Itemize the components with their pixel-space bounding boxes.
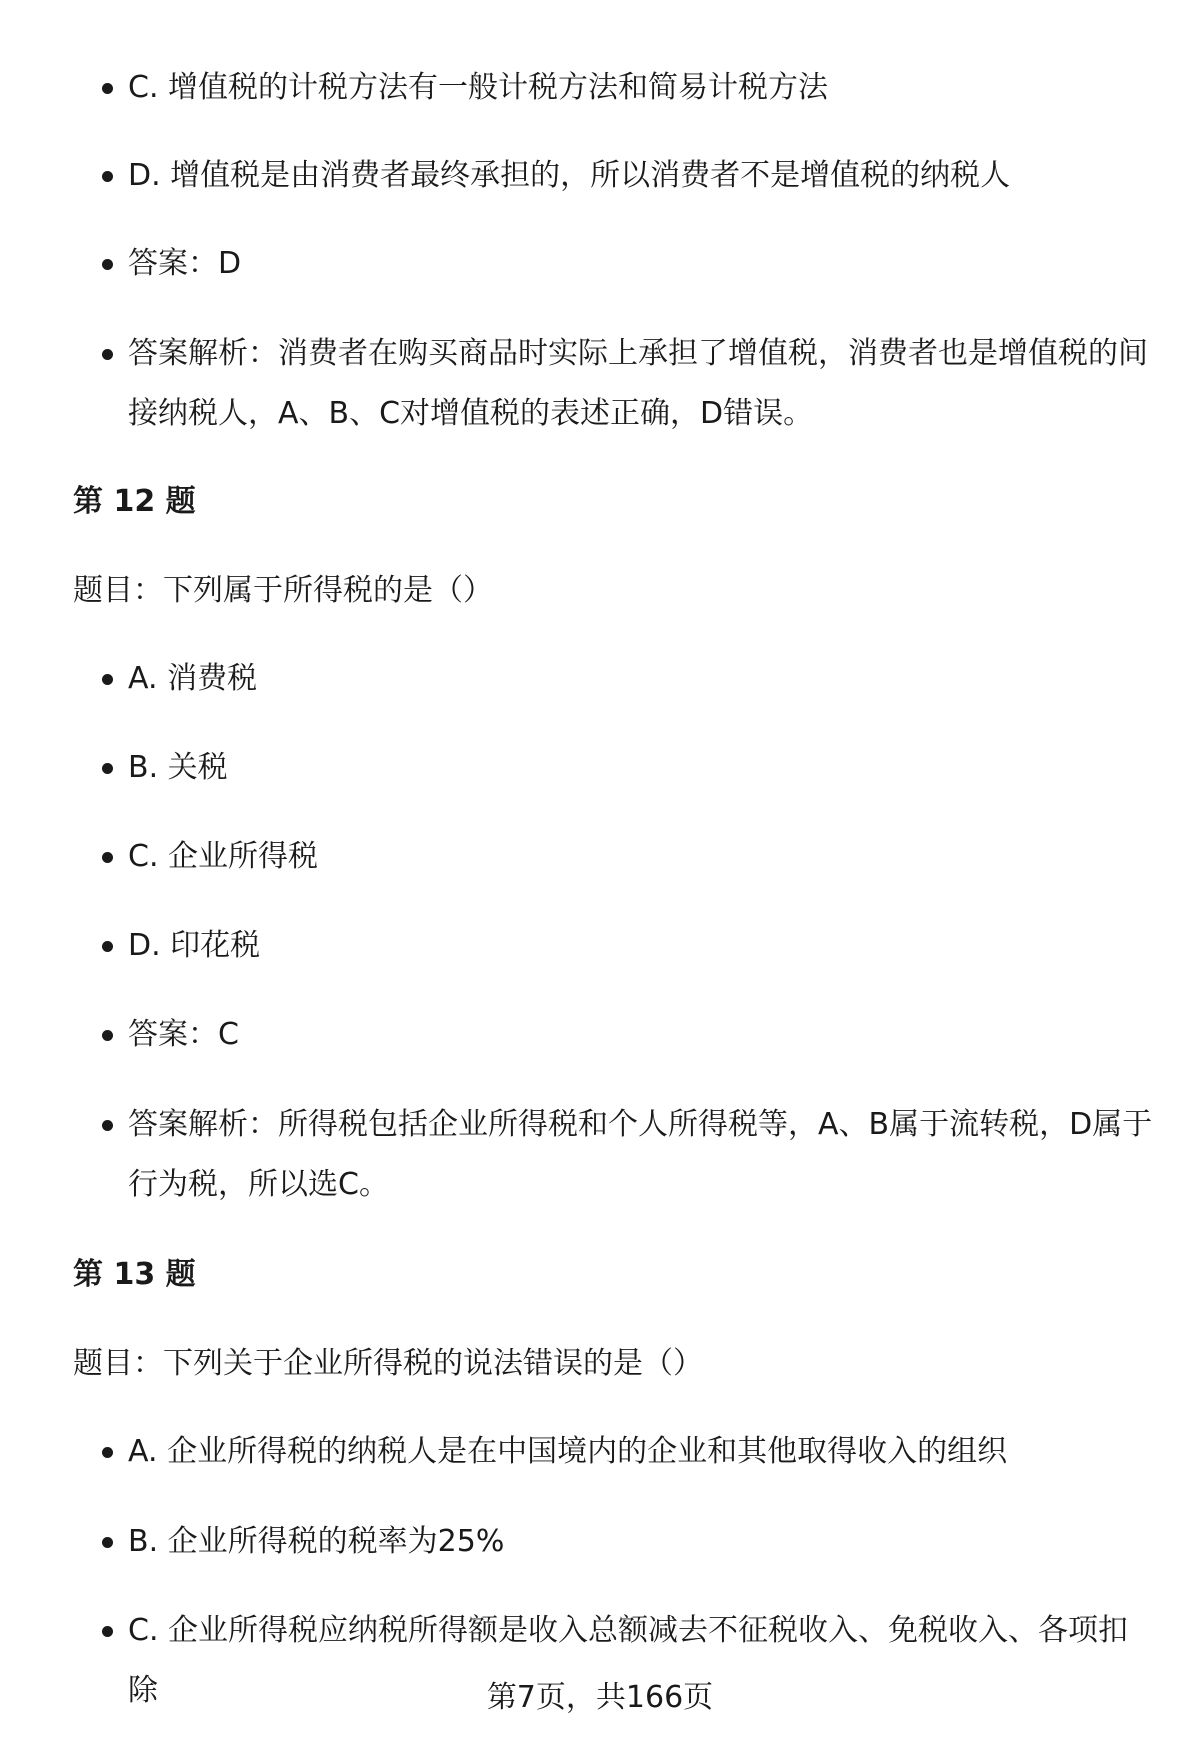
q13-question: 题目：下列关于企业所得税的说法错误的是（） [73,1346,703,1381]
q13-option-c: C. 企业所得税应纳税所得额是收入总额减去不征税收入、免税收入、各项扣除 [128,1601,1158,1661]
q11-option-d: D. 增值税是由消费者最终承担的，所以消费者不是增值税的纳税人 [128,146,1158,206]
q12-question: 题目：下列属于所得税的是（） [73,573,493,608]
page-number-footer: 第7页，共166页 [486,1680,714,1715]
q12-option-b: B. 关税 [128,738,1158,798]
q12-explanation: 答案解析：所得税包括企业所得税和个人所得税等，A、B属于流转税，D属于行为税，所以选C。 [128,1095,1158,1215]
q12-heading: 第 12 题 [73,484,196,519]
q13-option-b: B. 企业所得税的税率为25% [128,1512,1158,1572]
q11-answer: 答案：D [128,234,1158,294]
q12-option-d: D. 印花税 [128,916,1158,976]
q12-option-c: C. 企业所得税 [128,827,1158,887]
q12-option-a: A. 消费税 [128,649,1158,709]
q12-answer: 答案：C [128,1005,1158,1065]
q13-heading: 第 13 题 [73,1257,196,1292]
q13-option-a: A. 企业所得税的纳税人是在中国境内的企业和其他取得收入的组织 [128,1422,1158,1482]
q11-option-c: C. 增值税的计税方法有一般计税方法和简易计税方法 [128,58,1158,118]
q11-explanation: 答案解析：消费者在购买商品时实际上承担了增值税，消费者也是增值税的间接纳税人，A、B、C对增值税的表述正确，D错误。 [128,324,1158,444]
